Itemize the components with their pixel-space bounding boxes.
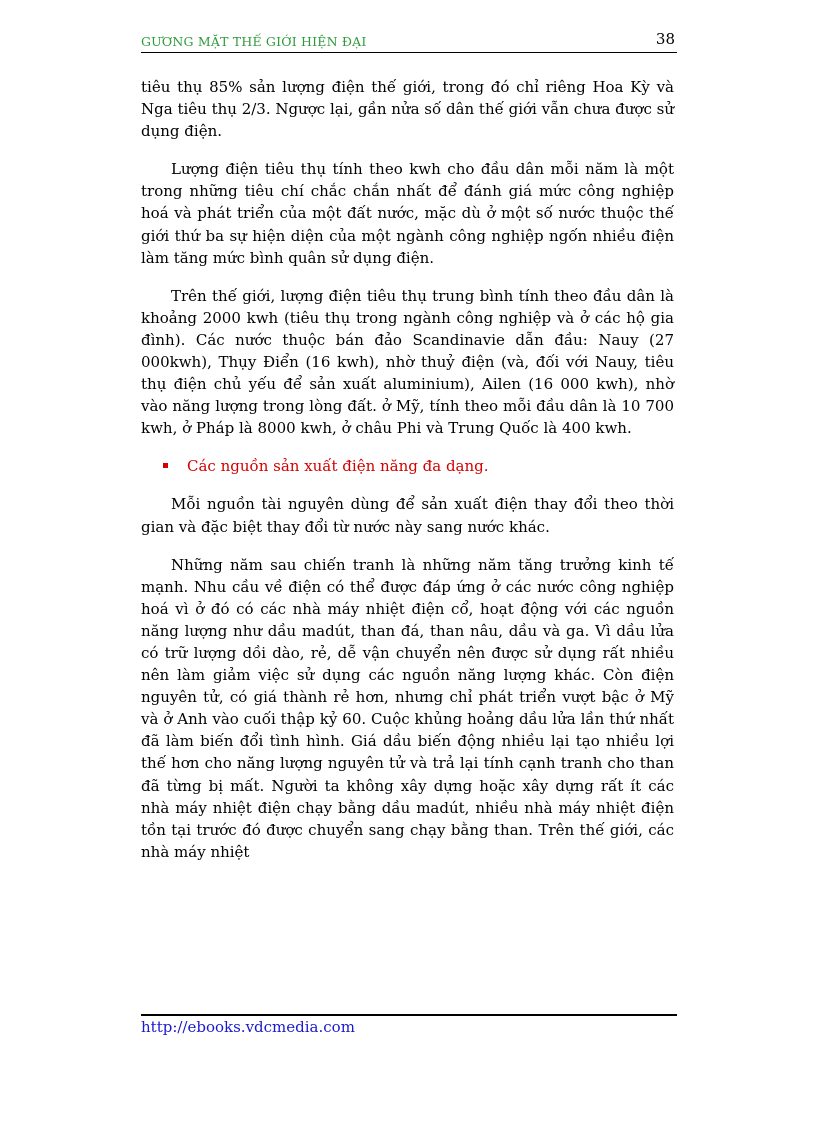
- section-heading: [141, 455, 674, 477]
- paragraph: Những năm sau chiến tranh là những năm tăng trưởng kinh tế mạnh. Nhu cầu về điện có thể được đáp ứng ở các nước công nghiệp hoá vì ở đó có các nhà máy nhiệt điện cổ, hoạt động với các nguồn năng lượng như dầu madút, than đá, than nâu, dầu và ga. Vì dầu lửa có trữ lượng dồi dào, rẻ, dễ vận chuyển nên được sử dụng rất nhiều nên làm giảm việc sử dụng các nguồn năng lượng khác. Còn điện nguyên tử, có giá thành rẻ hơn, nhưng chỉ phát triển vượt bậc ở Mỹ và ở Anh vào cuối thập kỷ 60. Cuộc khủng hoảng dầu lửa lần thứ nhất đã làm biến đổi tình hình. Giá dầu biến động nhiều lại tạo nhiều lợi thế hơn cho năng lượng nguyên tử và trả lại tính cạnh tranh cho than đã từng bị mất. Người ta không xây dựng hoặc xây dựng rất ít các nhà máy nhiệt điện chạy bằng dầu madút, nhiều nhà máy nhiệt điện tồn tại trước đó được chuyển sang chạy bằng than. Trên thế giới, các nhà máy nhiệt: [141, 555, 674, 861]
- section-heading-text: Các nguồn sản xuất điện năng đa dạng.: [187, 457, 489, 476]
- footer-divider: [141, 1014, 677, 1016]
- running-title: GƯƠNG MẶT THẾ GIỚI HIỆN ĐẠI: [141, 34, 367, 49]
- paragraph: tiêu thụ 85% sản lượng điện thế giới, trong đó chỉ riêng Hoa Kỳ và Nga tiêu thụ 2/3. Ngược lại, gần nửa số dân thế giới vẫn chưa được sử dụng điện.: [141, 78, 674, 141]
- page-header: [141, 30, 677, 53]
- footer-link[interactable]: http://ebooks.vdcmedia.com: [141, 1018, 355, 1036]
- paragraph: Lượng điện tiêu thụ tính theo kwh cho đầu dân mỗi năm là một trong những tiêu chí chắc chắn nhất để đánh giá mức công nghiệp hoá và phát triển của một đất nước, mặc dù ở một số nước thuộc thế giới thứ ba sự hiện diện của một ngành công nghiệp ngốn nhiều điện làm tăng mức bình quân sử dụng điện.: [141, 160, 674, 267]
- paragraph: Mỗi nguồn tài nguyên dùng để sản xuất điện thay đổi theo thời gian và đặc biệt thay đổi từ nước này sang nước khác.: [141, 495, 674, 536]
- page-body: [141, 76, 674, 879]
- page-number: 38: [655, 30, 675, 48]
- square-bullet-icon: [163, 463, 168, 468]
- paragraph: Trên thế giới, lượng điện tiêu thụ trung bình tính theo đầu dân là khoảng 2000 kwh (tiêu thụ trong ngành công nghiệp và ở các hộ gia đình). Các nước thuộc bán đảo Scandinavie dẫn đầu: Nauy (27 000kwh), Thụy Điển (16 kwh), nhờ thuỷ điện (và, đối với Nauy, tiêu thụ điện chủ yếu để sản xuất aluminium), Ailen (16 000 kwh), nhờ vào năng lượng trong lòng đất. ở Mỹ, tính theo mỗi đầu dân là 10 700 kwh, ở Pháp là 8000 kwh, ở châu Phi và Trung Quốc là 400 kwh.: [141, 286, 674, 438]
